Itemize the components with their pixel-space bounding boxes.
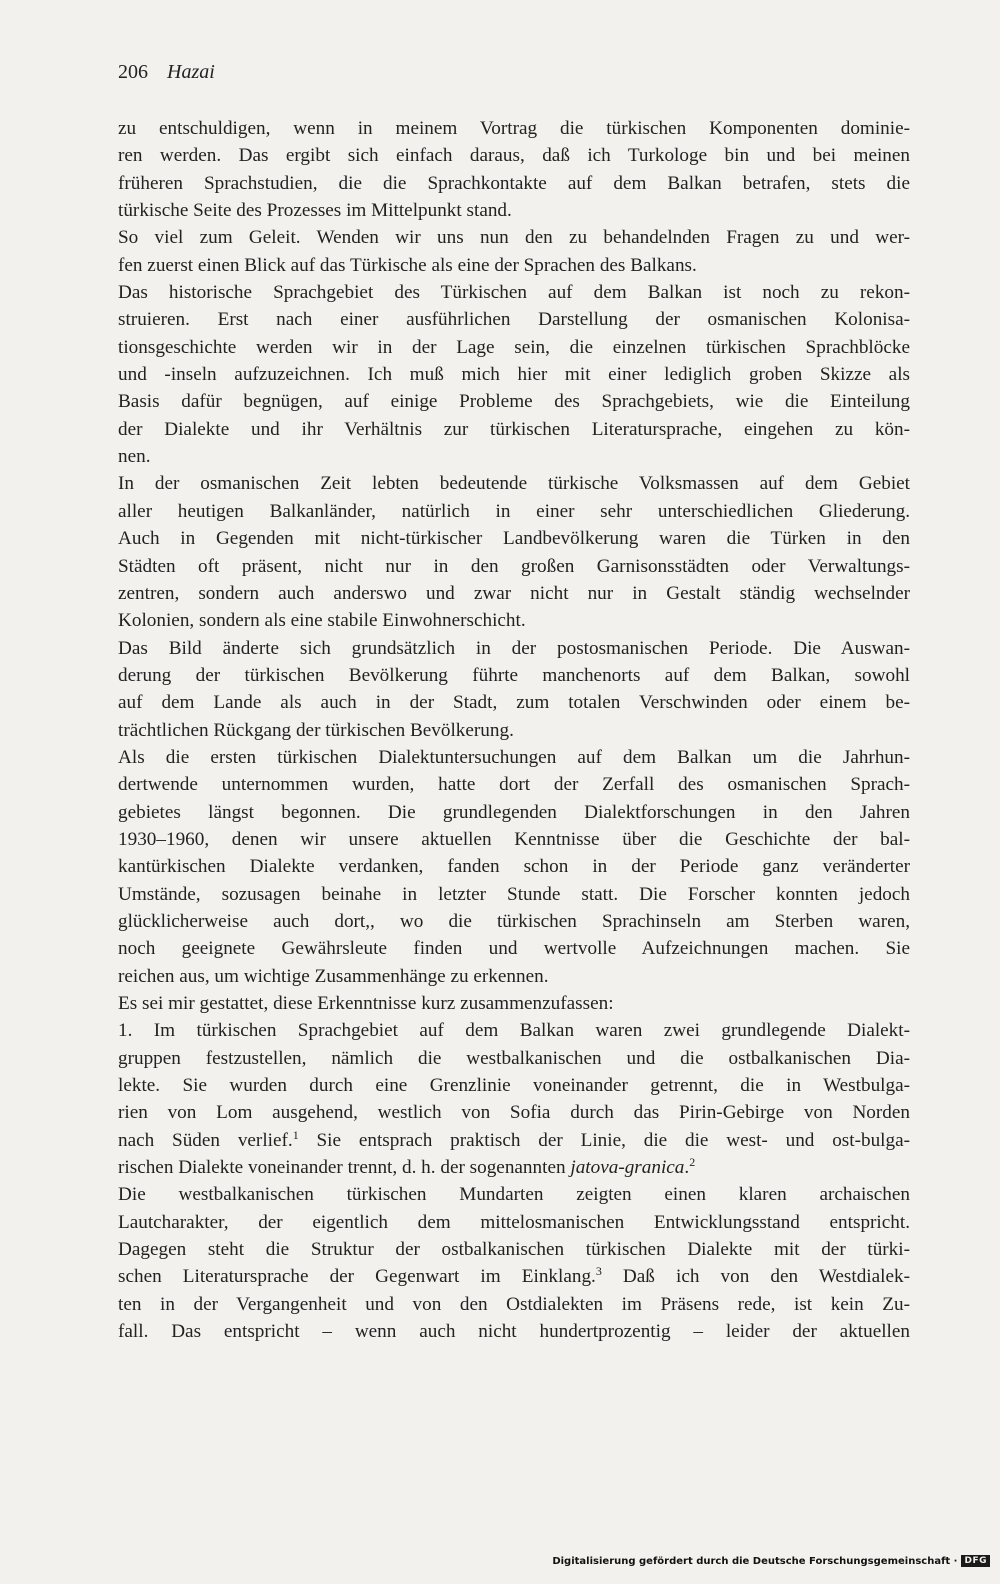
text-line: und -inseln aufzuzeichnen. Ich muß mich hier mit einer lediglich groben Skizze als [118,364,910,386]
running-head-author: Hazai [167,61,215,83]
text-line: Dagegen steht die Struktur der ostbalkanischen türkischen Dialekte mit der türki- [118,1239,910,1261]
text-line: Basis dafür begnügen, auf einige Probleme des Sprachgebiets, wie die Einteilung [118,391,910,413]
credit-text: Digitalisierung gefördert durch die Deutsche Forschungsgemeinschaft · [552,1555,958,1567]
text-line: rischen Dialekte voneinander trennt, d. h. der sogenannten jatova-granica.$^2$ [118,1154,696,1179]
text-line: ten in der Vergangenheit und von den Ostdialekten im Präsens rede, ist kein Zu- [118,1293,910,1315]
text-line: reichen aus, um wichtige Zusammenhänge zu erkennen. [118,965,549,987]
text-line: Städten oft präsent, nicht nur in den großen Garnisonsstädten oder Verwaltungs- [118,555,910,577]
text-line: gebietes längst begonnen. Die grundlegenden Dialektforschungen in den Jahren [118,801,910,823]
text-line: ren werden. Das ergibt sich einfach daraus, daß ich Turkologe bin und bei meinen [118,145,910,167]
text-line: Es sei mir gestattet, diese Erkenntnisse kurz zusammenzufassen: [118,993,614,1014]
page-number: 206 [118,61,148,83]
running-head [118,58,215,86]
text-line: zu entschuldigen, wenn in meinem Vortrag die türkischen Komponenten dominie- [118,118,910,139]
text-line: struieren. Erst nach einer ausführlichen Darstellung der osmanischen Kolonisa- [118,309,910,331]
text-line: fall. Das entspricht – wenn auch nicht hundertprozentig – leider der aktuellen [118,1321,910,1343]
text-line: glücklicherweise auch dort,, wo die türkischen Sprachinseln am Sterben waren, [118,910,910,932]
text-line: rien von Lom ausgehend, westlich von Sofia durch das Pirin-Gebirge von Norden [118,1102,910,1124]
text-line: tionsgeschichte werden wir in der Lage sein, die einzelnen türkischen Sprachblöcke [118,336,910,358]
text-line: 1930–1960, denen wir unsere aktuellen Kenntnisse über die Geschichte der bal- [118,828,910,850]
text-line: Auch in Gegenden mit nicht-türkischer Landbevölkerung waren die Türken in den [118,528,910,550]
text-line: türkische Seite des Prozesses im Mittelpunkt stand. [118,200,512,222]
digitization-credit [552,1555,990,1567]
text-line: derung der türkischen Bevölkerung führte manchenorts auf dem Balkan, sowohl [118,664,910,686]
footnote-ref: 2 [689,1154,696,1169]
footnote-ref: 3 [595,1264,602,1279]
text-line: aller heutigen Balkanländer, natürlich in einer sehr unterschiedlichen Gliederung. [118,500,910,522]
text-line: Die westbalkanischen türkischen Mundarten zeigten einen klaren archaischen [118,1184,910,1206]
text-line: Umstände, sozusagen beinahe in letzter Stunde statt. Die Forscher konnten jedoch [118,883,910,905]
text-line: Kolonien, sondern als eine stabile Einwohnerschicht. [118,610,526,632]
text-line: Lautcharakter, der eigentlich dem mittelosmanischen Entwicklungsstand entspricht. [118,1211,910,1233]
text-line: In der osmanischen Zeit lebten bedeutende türkische Volksmassen auf dem Gebiet [118,473,910,495]
text-line: noch geeignete Gewährsleute finden und wertvolle Aufzeichnungen machen. Sie [118,938,910,960]
text-line: schen Literatursprache der Gegenwart im Einklang.$^3$ Daß ich von den Westdialek- [118,1264,910,1288]
text-line: gruppen festzustellen, nämlich die westbalkanischen und die ostbalkanischen Dia- [118,1047,910,1069]
text-line: der Dialekte und ihr Verhältnis zur türkischen Literatursprache, eingehen zu kön- [118,418,910,440]
text-line: So viel zum Geleit. Wenden wir uns nun den zu behandelnden Fragen zu und wer- [118,227,910,249]
text-line: früheren Sprachstudien, die die Sprachkontakte auf dem Balkan betrafen, stets die [118,172,910,194]
text-line: lekte. Sie wurden durch eine Grenzlinie voneinander getrennt, die in Westbulga- [118,1075,910,1097]
text-line: zentren, sondern auch anderswo und zwar nicht nur in Gestalt ständig wechselnder [118,582,910,604]
text-line: auf dem Lande als auch in der Stadt, zum totalen Verschwinden oder einem be- [118,692,910,714]
text-line: 1. Im türkischen Sprachgebiet auf dem Balkan waren zwei grundlegende Dialekt- [118,1020,910,1042]
text-line: fen zuerst einen Blick auf das Türkische als eine der Sprachen des Balkans. [118,254,697,276]
text-line: Als die ersten türkischen Dialektuntersuchungen auf dem Balkan um die Jahrhun- [118,746,910,768]
text-line: nen. [118,446,151,468]
footnote-ref: 1 [292,1127,299,1142]
dfg-logo: DFG [961,1555,990,1567]
text-line: Das historische Sprachgebiet des Türkischen auf dem Balkan ist noch zu rekon- [118,282,910,304]
text-line: trächtlichen Rückgang der türkischen Bevölkerung. [118,719,514,741]
text-line: dertwende unternommen wurden, hatte dort der Zerfall des osmanischen Sprach- [118,774,910,796]
text-line: Das Bild änderte sich grundsätzlich in der postosmanischen Periode. Die Auswan- [118,637,910,659]
text-line: kantürkischen Dialekte verdanken, fanden schon in der Periode ganz veränderter [118,856,910,878]
body-text [118,115,910,1345]
text-line: nach Süden verlief.$^1$ Sie entsprach praktisch der Linie, die die west- und ost-bulga- [118,1127,910,1151]
